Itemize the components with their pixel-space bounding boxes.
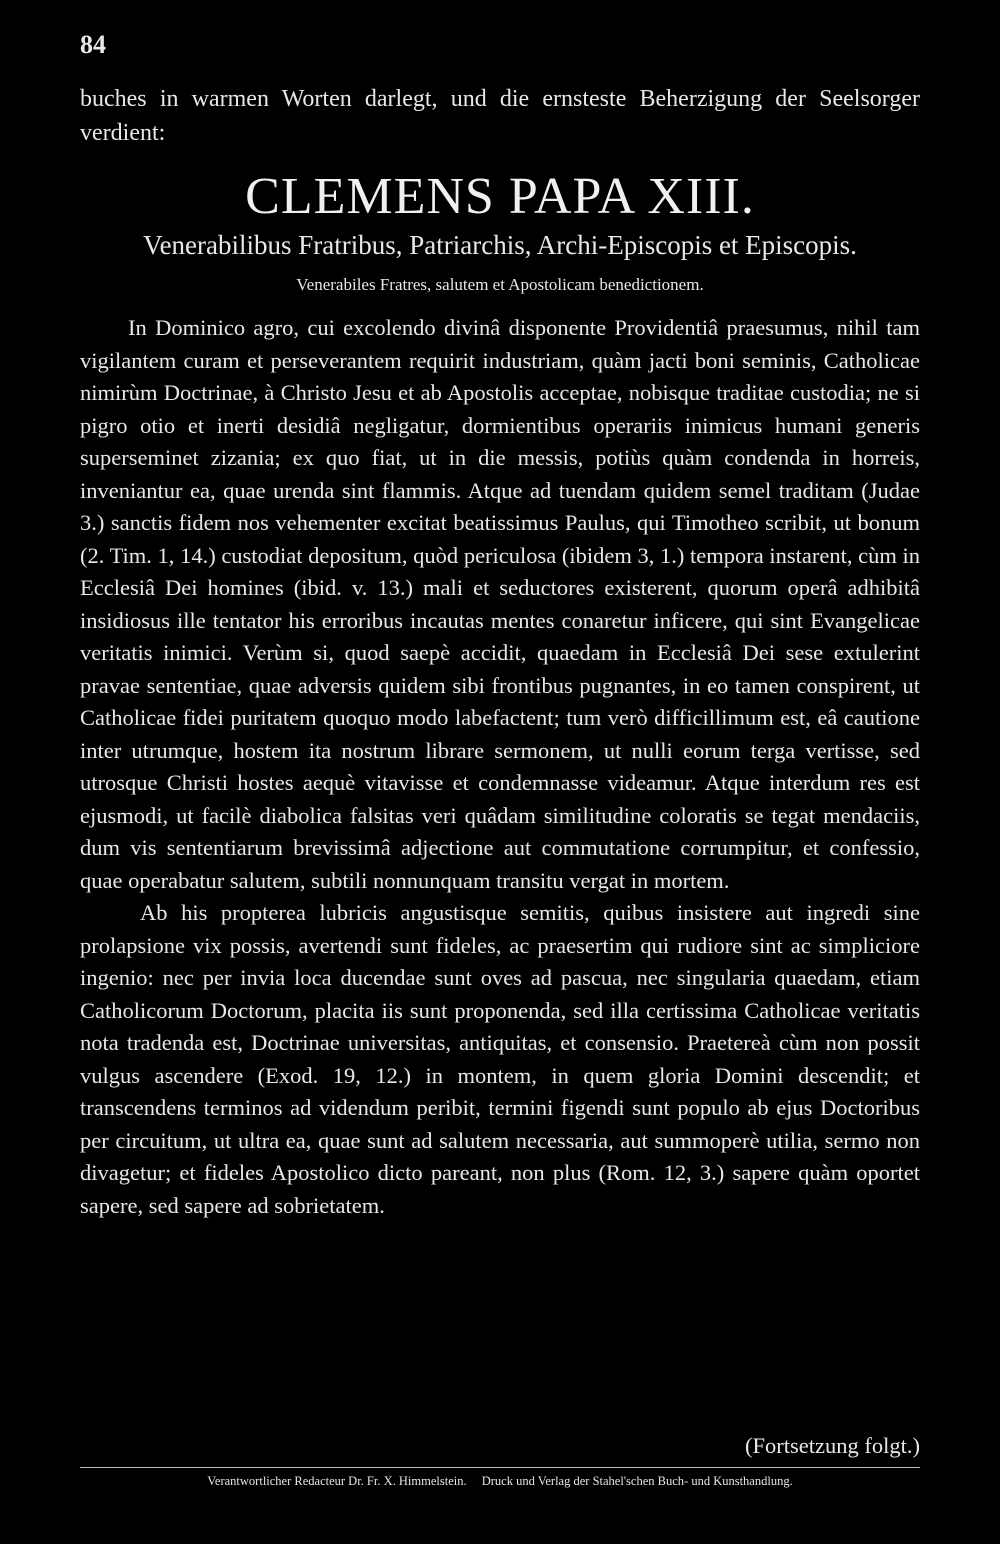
address-line: Venerabilibus Fratribus, Patriarchis, Archi-Episcopis et Episcopis. (143, 230, 857, 260)
greeting-line: Venerabiles Fratres, salutem et Apostolicam benedictionem. (296, 275, 704, 294)
footer (80, 1472, 920, 1490)
footer-printer: Druck und Verlag der Stahel'schen Buch- und Kunsthandlung. (481, 1474, 793, 1488)
paragraph-2: Ab his propterea lubricis angustisque semitis, quibus insistere aut ingredi sine prolapsione vix possis, avertendi sunt fideles, ac praesertim qui rudiore sint ac simpliciore ingenio: nec per invia loca ducendae sunt oves ad pascua, nec singularia quaedam, etiam Catholicorum Doctorum, placita iis sunt proponenda, sed illa certissima Catholicae veritatis nota tradenda est, Doctrinae universitas, antiquitas, et consensio. Praetereà cùm non possit vulgus ascendere (Exod. 19, 12.) in montem, in quem gloria Domini descendit; et transcendens terminos ad videndum peribit, termini figendi sunt populo ab ejus Doctoribus per circuitum, ut ultra ea, quae sunt ad salutem necessaria, aut summoperè utilia, sermo non divagetur; et fideles Apostolico dicto pareant, non plus (Rom. 12, 3.) sapere quàm oportet sapere, sed sapere ad sobrietatem. (80, 900, 920, 1218)
body-text (80, 312, 920, 1222)
document-title: CLEMENS PAPA XIII. (245, 168, 755, 225)
continued-note: (Fortsetzung folgt.) (745, 1433, 920, 1458)
footer-editor: Verantwortlicher Redacteur Dr. Fr. X. Himmelstein. (207, 1474, 467, 1488)
footer-rule (80, 1467, 920, 1468)
page-number: 84 (80, 30, 106, 59)
paragraph-1: In Dominico agro, cui excolendo divinâ disponente Providentiâ praesumus, nihil tam vigilantem curam et perseverantem requirit industriam, quàm jacti boni seminis, Catholicae nimirùm Doctrinae, à Christo Jesu et ab Apostolis acceptae, nobisque traditae custodia; ne si pigro otio et inerti desidiâ negligatur, dormientibus operariis inimicus humani generis superseminet zizania; ex quo fiat, ut in die messis, potiùs quàm condenda in horreis, inveniantur ea, quae urenda sint flammis. Atque ad tuendam quidem semel traditam (Judae 3.) sanctis fidem nos vehementer excitat beatissimus Paulus, qui Timotheo scribit, ut bonum (2. Tim. 1, 14.) custodiat depositum, quòd periculosa (ibidem 3, 1.) tempora instarent, cùm in Ecclesiâ Dei homines (ibid. v. 13.) mali et seductores existerent, quorum operâ adhibitâ insidiosus ille tentator his erroribus incautas mentes conaretur inficere, qui sint Evangelicae veritatis inimici. Verùm si, quod saepè accidit, quaedam in Ecclesiâ Dei sese extulerint pravae sententiae, quae adversis quidem sibi frontibus pugnantes, in eo tamen conspirent, ut Catholicae fidei puritatem quoquo modo labefactent; tum verò difficillimum est, eâ cautione inter utrumque, hostem ita nostrum librare sermonem, ut nulli eorum terga vertisse, sed utrosque Christi hostes aequè vitavisse et condemnasse videamur. Atque interdum res est ejusmodi, ut facilè diabolica falsitas veri quâdam similitudine coloratis se tegat mendaciis, dum vis sententiarum brevissimâ adjectione aut commutatione corrumpitur, et confessio, quae operabatur salutem, subtili nonnunquam transitu vergat in mortem. (80, 315, 920, 893)
intro-text: buches in warmen Worten darlegt, und die ernsteste Beherzigung der Seelsorger verdient: (80, 86, 920, 146)
